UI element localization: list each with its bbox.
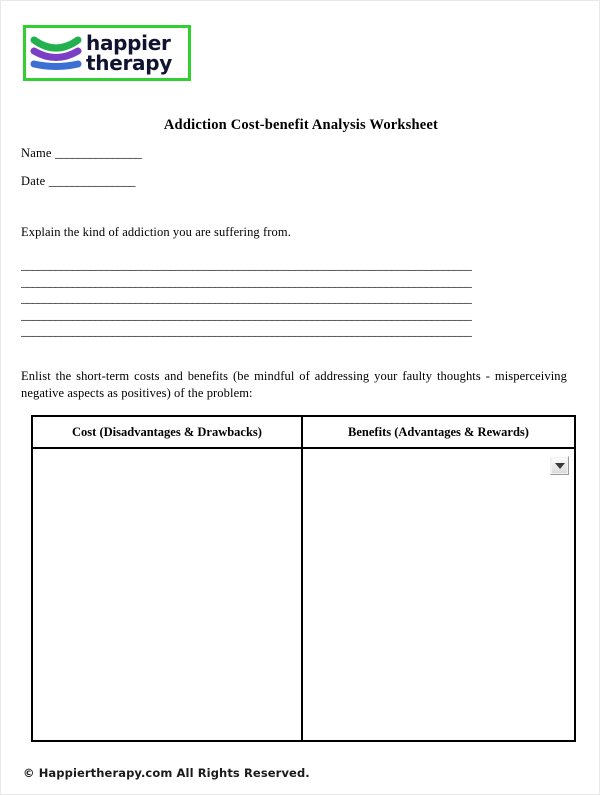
answer-line: _______________________________________________________________________________ [21,258,472,272]
date-label: Date [21,174,46,188]
logo-line-1: happier [86,31,171,55]
answer-line: _______________________________________________________________________________ [21,291,472,306]
page-title: Addiction Cost-benefit Analysis Worksheet [163,117,439,133]
logo-waves-icon [30,30,82,76]
table-header-cost [33,417,303,447]
cost-benefit-table [31,415,576,742]
answer-lines[interactable] [21,257,565,340]
table-cell-benefits[interactable] [303,449,574,742]
name-rule: _______________ [54,146,142,160]
triangle-down-icon [555,463,565,469]
table-body-row [33,449,574,742]
table-header-cost-label: Cost (Disadvantages & Drawbacks) [72,424,262,439]
date-field[interactable] [21,174,135,189]
prompt-explain-addiction: Explain the kind of addiction you are suffering from. [21,225,291,239]
name-field[interactable] [21,146,141,161]
name-label: Name [21,146,52,160]
footer-copyright: © Happiertherapy.com All Rights Reserved. [23,766,310,780]
scroll-down-button[interactable] [550,456,569,475]
date-rule: _______________ [48,174,135,188]
table-header-row [33,417,574,449]
answer-line: _______________________________________________________________________________ [21,274,472,289]
table-header-benefits [303,417,574,447]
logo-wordmark [86,33,172,73]
table-header-benefits-label: Benefits (Advantages & Rewards) [348,424,529,439]
table-cell-cost[interactable] [33,449,303,742]
answer-line: _______________________________________________________________________________ [21,324,472,339]
logo-line-2: therapy [86,51,172,75]
brand-logo [23,25,191,81]
prompt-enlist-costs-benefits: Enlist the short-term costs and benefits (be mindful of addressing your faulty thoughts - misperceiving negative aspects as positives) of the problem: [21,369,567,400]
answer-line: _______________________________________________________________________________ [21,307,472,322]
